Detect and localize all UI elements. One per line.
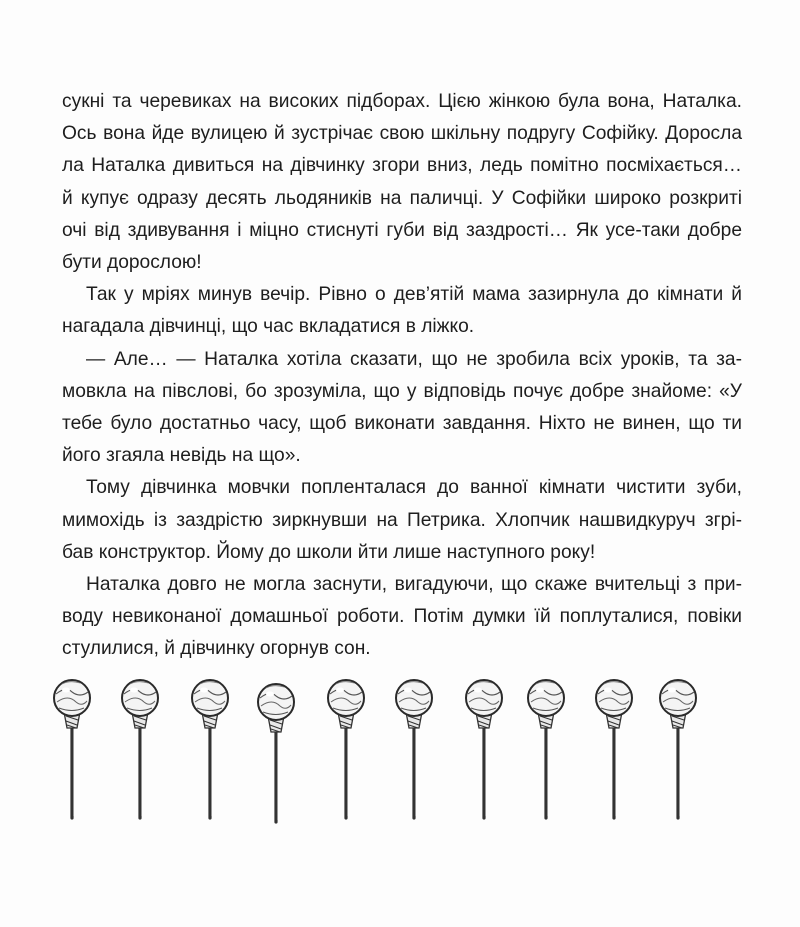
text-line: воду невиконаної домашньої роботи. Потім думки їй поплуталися, повіки [62,606,742,628]
lollipop-icon [192,680,228,818]
lollipop-icon [258,684,294,822]
text-line: — Але… — Наталка хотіла сказати, що не зробила всіх уроків, та за- [86,348,742,370]
paragraph-2 [62,279,742,343]
lollipop-icon [596,680,632,818]
lollipop-icon [528,680,564,818]
text-line: стулилися, й дівчинку огорнув сон. [62,638,371,660]
text-line: бав конструктор. Йому до школи йти лише наступного року! [62,541,596,563]
text-line: сукні та черевиках на високих підборах. Цією жінкою була вона, Наталка. [62,91,742,112]
lollipops-illustration [40,676,740,826]
text-line: Наталка довго не могла заснути, вигадуючи, що скаже вчительці з при- [86,574,742,596]
lollipop-icon [396,680,432,818]
text-line: нагадала дівчинці, що час вкладатися в ліжко. [62,316,475,338]
paragraph-3 [62,344,742,473]
lollipop-icon [466,680,502,818]
text-line: й купує одразу десять льодяників на паличці. У Софійки широко розкриті [62,187,742,209]
text-line: Тому дівчинка мовчки попленталася до ванної кімнати чистити зуби, [86,477,742,499]
lollipop-icon [328,680,364,818]
paragraph-5 [62,569,742,666]
lollipop-icon [54,680,90,818]
text-line: Ось вона йде вулицею й зустрічає свою шкільну подругу Софійку. Доросла [62,123,742,145]
text-line: очі від здивування і міцно стиснуті губи від заздрості… Як усе-таки добре [62,219,742,241]
text-line: бути дорослою! [62,252,202,274]
text-line: Так у мріях минув вечір. Рівно о дев’ятій мама зазирнула до кімнати й [86,284,742,306]
text-line: мимохідь із заздрістю зиркнувши на Петрика. Хлопчик нашвидкуруч згрі- [62,509,742,531]
lollipop-icon [122,680,158,818]
text-line: ла Наталка дивиться на дівчинку згори вниз, ледь помітно посміхається… [62,155,742,177]
story-text [62,86,742,666]
text-line: тебе було достатньо часу, щоб виконати завдання. Ніхто не винен, що ти [62,413,742,435]
text-line: його згаяла невідь на що». [62,445,301,467]
text-line: мовкла на півслові, бо зрозуміла, що у відповідь почує добре знайоме: «У [62,380,742,402]
lollipop-icon [660,680,696,818]
paragraph-1 [62,86,742,279]
paragraph-4 [62,472,742,569]
